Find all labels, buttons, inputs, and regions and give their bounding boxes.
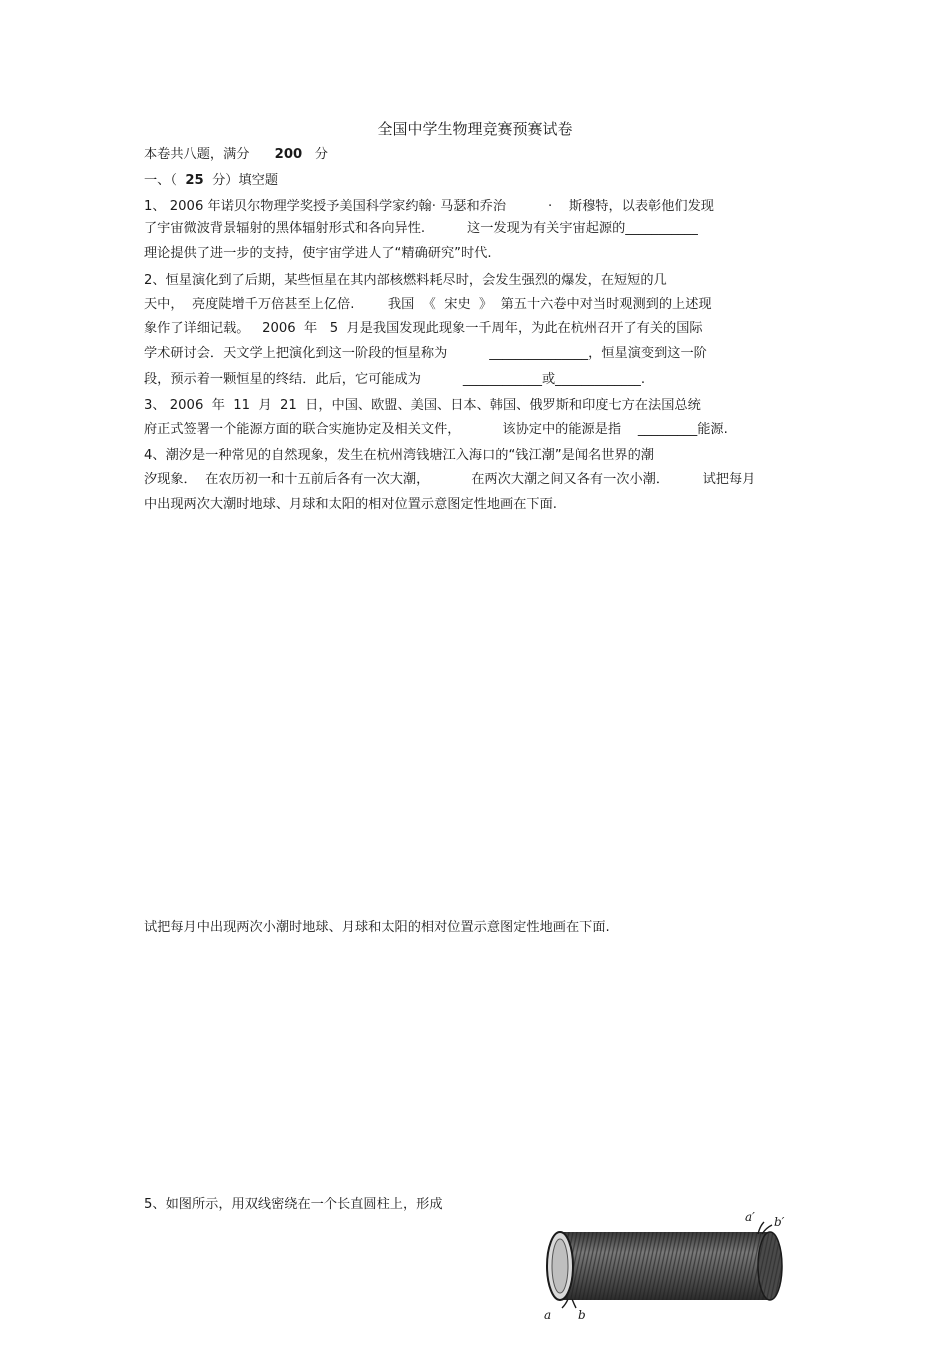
label-a-prime: a′ [745, 1210, 755, 1224]
exam-intro [144, 146, 328, 164]
total-score: 200 [274, 147, 303, 162]
question-1-line-3: 理论提供了进一步的支持，使宇宙学进人了“精确研究”时代. [144, 246, 492, 261]
question-2-line-3: 象作了详细记载。 2006 年 5 月是我国发现此现象一千周年，为此在杭州召开了有关的国际 [144, 321, 703, 336]
label-a: a [544, 1308, 552, 1322]
intro-text: 本卷共八题，满分 [144, 147, 250, 162]
question-4-line-1: 4、潮汐是一种常见的自然现象，发生在杭州湾钱塘江入海口的“钱江潮”是闻名世界的潮 [144, 448, 654, 463]
question-4-line-3: 中出现两次大潮时地球、月球和太阳的相对位置示意图定性地画在下面. [144, 497, 558, 512]
label-b-prime: b′ [774, 1215, 785, 1229]
page-title: 全国中学生物理竞赛预赛试卷 [377, 120, 573, 138]
section-score: 25 [185, 173, 204, 188]
question-2-line-5: 段，预示着一颗恒星的终结．此后，它可能成为 ____________或_____________. [144, 372, 646, 387]
question-5-line-1: 5、如图所示，用双线密绕在一个长直圆柱上，形成 [144, 1197, 443, 1212]
question-1-line-1: 1、 2006 年诺贝尔物理学奖授予美国科学家约翰· 马瑟和乔治 · 斯穆特，以表彰他们发现 [144, 199, 714, 214]
question-2-line-2: 天中， 亮度陡增千万倍甚至上亿倍. 我国 《 宋史 》 第五十六卷中对当时观测到的上述现 [144, 297, 712, 312]
question-4-line-2: 汐现象． 在农历初一和十五前后各有一次大潮， 在两次大潮之间又各有一次小潮． 试把每月 [144, 472, 756, 487]
question-1-line-2: 了宇宙微波背景辐射的黑体辐射形式和各向异性. 这一发现为有关宇宙起源的___________ [144, 221, 698, 236]
section-heading: 一、（ 25 分）填空题 [144, 173, 279, 188]
question-2-line-4: 学术研讨会．天文学上把演化到这一阶段的恒星称为 _______________，恒星演变到这一阶 [144, 346, 707, 361]
question-4-line-4: 试把每月中出现两次小潮时地球、月球和太阳的相对位置示意图定性地画在下面. [144, 920, 610, 935]
solenoid-cylinder [547, 1232, 782, 1300]
question-3-line-1: 3、 2006 年 11 月 21 日，中国、欧盟、美国、日本、韩国、俄罗斯和印度七方在法国总统 [144, 398, 701, 413]
question-2-line-1: 2、恒星演化到了后期，某些恒星在其内部核燃料耗尽时，会发生强烈的爆发，在短短的几 [144, 273, 667, 288]
intro-unit: 分 [314, 147, 328, 162]
label-b: b [578, 1308, 586, 1322]
coil-figure [538, 1204, 800, 1322]
question-3-line-2: 府正式签署一个能源方面的联合实施协定及相关文件， 该协定中的能源是指 _________能源. [144, 422, 728, 437]
